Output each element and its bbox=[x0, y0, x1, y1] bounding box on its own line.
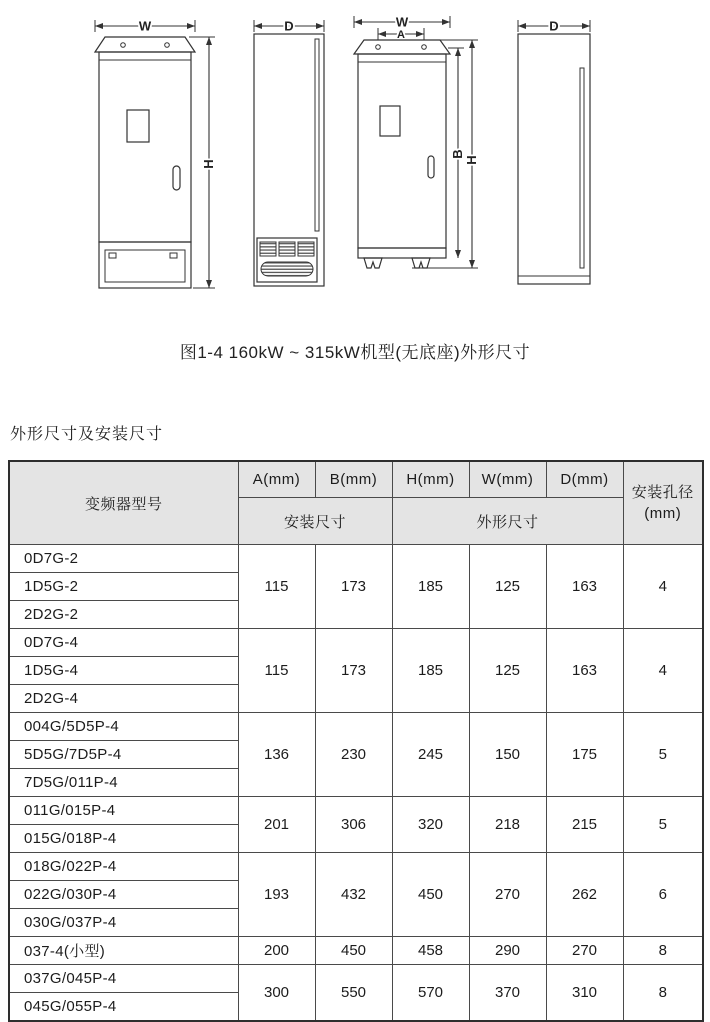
value-cell: 306 bbox=[315, 797, 392, 853]
table-row bbox=[9, 629, 703, 657]
value-cell: 432 bbox=[315, 853, 392, 937]
dim-label-a: A bbox=[397, 29, 405, 41]
door-hinge-strip bbox=[315, 39, 319, 231]
value-cell: 245 bbox=[392, 713, 469, 797]
dimension-figure bbox=[0, 0, 710, 300]
value-cell: 230 bbox=[315, 713, 392, 797]
door-hinge-strip bbox=[580, 68, 584, 268]
value-cell: 450 bbox=[315, 937, 392, 965]
col-header-w: W(mm) bbox=[469, 461, 546, 498]
front-view-no-base-drawing bbox=[352, 14, 484, 294]
dim-label-h: H bbox=[464, 155, 479, 165]
value-cell: 320 bbox=[392, 797, 469, 853]
model-cell: 0D7G-4 bbox=[9, 629, 238, 657]
side-view-plain-drawing bbox=[512, 18, 600, 296]
value-cell: 215 bbox=[546, 797, 623, 853]
model-cell: 015G/018P-4 bbox=[9, 825, 238, 853]
value-cell: 6 bbox=[623, 853, 703, 937]
model-cell: 037-4(小型) bbox=[9, 937, 238, 965]
mount-group-header: 安装尺寸 bbox=[238, 498, 392, 545]
value-cell: 300 bbox=[238, 965, 315, 1022]
value-cell: 270 bbox=[469, 853, 546, 937]
value-cell: 125 bbox=[469, 545, 546, 629]
value-cell: 218 bbox=[469, 797, 546, 853]
col-header-a: A(mm) bbox=[238, 461, 315, 498]
bottom-plate bbox=[358, 248, 446, 258]
table-row bbox=[9, 965, 703, 993]
vent-slot bbox=[261, 262, 313, 276]
value-cell: 370 bbox=[469, 965, 546, 1022]
value-cell: 115 bbox=[238, 545, 315, 629]
value-cell: 185 bbox=[392, 629, 469, 713]
value-cell: 175 bbox=[546, 713, 623, 797]
table-row bbox=[9, 937, 703, 965]
value-cell: 163 bbox=[546, 545, 623, 629]
cabinet-top-cap bbox=[354, 40, 450, 54]
value-cell: 8 bbox=[623, 965, 703, 1022]
vent-panel bbox=[298, 242, 314, 256]
value-cell: 450 bbox=[392, 853, 469, 937]
door-handle bbox=[428, 156, 434, 178]
front-view-with-base-drawing bbox=[93, 18, 233, 296]
model-column-header: 变频器型号 bbox=[9, 461, 238, 545]
cabinet-top-cap bbox=[95, 37, 195, 52]
model-cell: 5D5G/7D5P-4 bbox=[9, 741, 238, 769]
vent-panel bbox=[260, 242, 276, 256]
model-cell: 0D7G-2 bbox=[9, 545, 238, 573]
base-panel bbox=[105, 250, 185, 282]
value-cell: 150 bbox=[469, 713, 546, 797]
model-cell: 004G/5D5P-4 bbox=[9, 713, 238, 741]
model-cell: 2D2G-2 bbox=[9, 601, 238, 629]
value-cell: 125 bbox=[469, 629, 546, 713]
value-cell: 193 bbox=[238, 853, 315, 937]
base-screw bbox=[170, 253, 177, 258]
cabinet-body bbox=[99, 52, 191, 242]
value-cell: 310 bbox=[546, 965, 623, 1022]
model-cell: 011G/015P-4 bbox=[9, 797, 238, 825]
vent-panel bbox=[279, 242, 295, 256]
dim-label-w: W bbox=[138, 18, 152, 34]
lifting-hole bbox=[165, 43, 170, 48]
model-cell: 030G/037P-4 bbox=[9, 909, 238, 937]
table-row bbox=[9, 713, 703, 741]
value-cell: 550 bbox=[315, 965, 392, 1022]
model-cell: 1D5G-4 bbox=[9, 657, 238, 685]
table-body bbox=[9, 545, 703, 1022]
value-cell: 173 bbox=[315, 629, 392, 713]
lifting-hole bbox=[121, 43, 126, 48]
value-cell: 5 bbox=[623, 713, 703, 797]
mounting-foot bbox=[412, 258, 430, 268]
model-cell: 1D5G-2 bbox=[9, 573, 238, 601]
figure-caption: 图1-4 160kW ~ 315kW机型(无底座)外形尺寸 bbox=[179, 343, 531, 362]
value-cell: 270 bbox=[546, 937, 623, 965]
model-cell: 037G/045P-4 bbox=[9, 965, 238, 993]
mounting-foot bbox=[364, 258, 382, 268]
value-cell: 8 bbox=[623, 937, 703, 965]
dimensions-table bbox=[8, 460, 704, 1022]
lifting-hole bbox=[422, 45, 427, 50]
cabinet-side-body bbox=[518, 34, 590, 284]
value-cell: 570 bbox=[392, 965, 469, 1022]
table-row bbox=[9, 545, 703, 573]
base-screw bbox=[109, 253, 116, 258]
cabinet-body bbox=[358, 54, 446, 248]
col-header-b: B(mm) bbox=[315, 461, 392, 498]
value-cell: 200 bbox=[238, 937, 315, 965]
table-header bbox=[9, 461, 703, 545]
model-cell: 2D2G-4 bbox=[9, 685, 238, 713]
display-window bbox=[380, 106, 400, 136]
lifting-hole bbox=[376, 45, 381, 50]
value-cell: 173 bbox=[315, 545, 392, 629]
value-cell: 201 bbox=[238, 797, 315, 853]
value-cell: 290 bbox=[469, 937, 546, 965]
value-cell: 262 bbox=[546, 853, 623, 937]
dim-label-h: H bbox=[201, 159, 216, 169]
outline-group-header: 外形尺寸 bbox=[392, 498, 623, 545]
model-cell: 045G/055P-4 bbox=[9, 993, 238, 1022]
table-row bbox=[9, 797, 703, 825]
col-header-d: D(mm) bbox=[546, 461, 623, 498]
col-header-h: H(mm) bbox=[392, 461, 469, 498]
model-cell: 7D5G/011P-4 bbox=[9, 769, 238, 797]
section-title: 外形尺寸及安装尺寸 bbox=[10, 426, 164, 443]
value-cell: 163 bbox=[546, 629, 623, 713]
model-cell: 018G/022P-4 bbox=[9, 853, 238, 881]
side-view-with-vent-drawing bbox=[248, 18, 332, 296]
value-cell: 4 bbox=[623, 629, 703, 713]
display-window bbox=[127, 110, 149, 142]
hole-column-header: 安装孔径 (mm) bbox=[623, 461, 703, 545]
value-cell: 136 bbox=[238, 713, 315, 797]
value-cell: 458 bbox=[392, 937, 469, 965]
dim-label-w: W bbox=[395, 14, 409, 30]
dim-label-d: D bbox=[549, 18, 559, 34]
door-handle bbox=[173, 166, 180, 190]
dim-label-d: D bbox=[284, 18, 294, 34]
value-cell: 4 bbox=[623, 545, 703, 629]
value-cell: 185 bbox=[392, 545, 469, 629]
table-row bbox=[9, 853, 703, 881]
base-pedestal bbox=[99, 242, 191, 288]
dim-label-b: B bbox=[450, 149, 465, 159]
value-cell: 5 bbox=[623, 797, 703, 853]
value-cell: 115 bbox=[238, 629, 315, 713]
model-cell: 022G/030P-4 bbox=[9, 881, 238, 909]
